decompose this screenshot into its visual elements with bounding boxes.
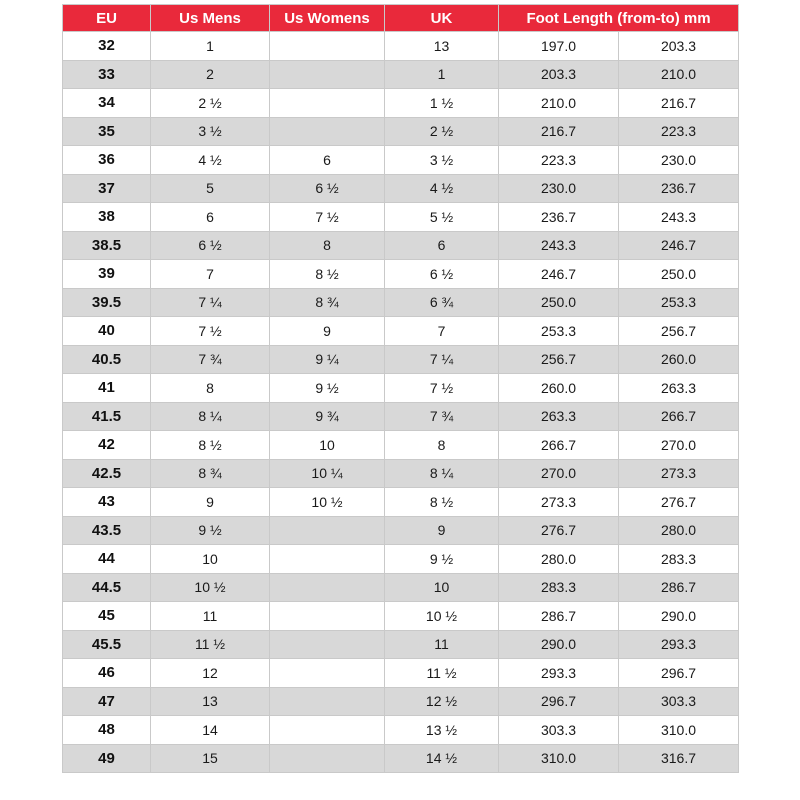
cell-us-womens: 7 ½ [270, 203, 385, 232]
cell-uk: 10 ½ [385, 602, 499, 631]
cell-eu: 39.5 [63, 288, 151, 317]
cell-eu: 46 [63, 659, 151, 688]
cell-foot-length-from: 270.0 [499, 459, 619, 488]
cell-us-womens [270, 516, 385, 545]
cell-foot-length-to: 236.7 [619, 174, 739, 203]
cell-us-mens: 9 ½ [151, 516, 270, 545]
cell-us-mens: 7 [151, 260, 270, 289]
cell-foot-length-from: 263.3 [499, 402, 619, 431]
cell-us-mens: 15 [151, 744, 270, 773]
cell-foot-length-from: 273.3 [499, 488, 619, 517]
cell-us-mens: 7 ¾ [151, 345, 270, 374]
cell-us-mens: 1 [151, 32, 270, 61]
cell-us-womens: 9 ½ [270, 374, 385, 403]
cell-foot-length-from: 230.0 [499, 174, 619, 203]
cell-uk: 5 ½ [385, 203, 499, 232]
cell-foot-length-from: 296.7 [499, 687, 619, 716]
cell-foot-length-from: 283.3 [499, 573, 619, 602]
cell-foot-length-to: 276.7 [619, 488, 739, 517]
cell-us-womens: 10 [270, 431, 385, 460]
table-row [63, 345, 739, 374]
cell-foot-length-to: 303.3 [619, 687, 739, 716]
cell-uk: 12 ½ [385, 687, 499, 716]
cell-uk: 8 [385, 431, 499, 460]
cell-us-womens: 8 ¾ [270, 288, 385, 317]
cell-us-mens: 12 [151, 659, 270, 688]
cell-foot-length-to: 263.3 [619, 374, 739, 403]
cell-us-mens: 2 [151, 60, 270, 89]
cell-eu: 48 [63, 716, 151, 745]
cell-foot-length-to: 273.3 [619, 459, 739, 488]
cell-foot-length-from: 303.3 [499, 716, 619, 745]
cell-uk: 3 ½ [385, 146, 499, 175]
cell-eu: 35 [63, 117, 151, 146]
cell-eu: 42.5 [63, 459, 151, 488]
header-us-mens: Us Mens [151, 5, 270, 32]
cell-eu: 49 [63, 744, 151, 773]
cell-uk: 9 [385, 516, 499, 545]
cell-us-mens: 13 [151, 687, 270, 716]
table-row [63, 32, 739, 61]
cell-eu: 45.5 [63, 630, 151, 659]
cell-foot-length-from: 210.0 [499, 89, 619, 118]
cell-uk: 7 ¾ [385, 402, 499, 431]
table-row [63, 516, 739, 545]
table-row [63, 744, 739, 773]
cell-us-womens [270, 687, 385, 716]
cell-foot-length-from: 293.3 [499, 659, 619, 688]
cell-foot-length-from: 243.3 [499, 231, 619, 260]
cell-foot-length-from: 290.0 [499, 630, 619, 659]
header-eu: EU [63, 5, 151, 32]
cell-us-womens [270, 602, 385, 631]
cell-uk: 4 ½ [385, 174, 499, 203]
cell-us-mens: 3 ½ [151, 117, 270, 146]
table-body [63, 32, 739, 773]
table-row [63, 602, 739, 631]
cell-uk: 8 ½ [385, 488, 499, 517]
cell-foot-length-from: 310.0 [499, 744, 619, 773]
cell-foot-length-from: 266.7 [499, 431, 619, 460]
cell-foot-length-from: 197.0 [499, 32, 619, 61]
cell-foot-length-to: 270.0 [619, 431, 739, 460]
cell-foot-length-to: 286.7 [619, 573, 739, 602]
cell-uk: 2 ½ [385, 117, 499, 146]
table-row [63, 573, 739, 602]
table-row [63, 431, 739, 460]
cell-us-mens: 6 [151, 203, 270, 232]
cell-foot-length-to: 243.3 [619, 203, 739, 232]
table-row [63, 174, 739, 203]
cell-foot-length-to: 253.3 [619, 288, 739, 317]
cell-us-mens: 11 [151, 602, 270, 631]
cell-foot-length-from: 286.7 [499, 602, 619, 631]
cell-eu: 45 [63, 602, 151, 631]
cell-eu: 40 [63, 317, 151, 346]
table-row [63, 659, 739, 688]
table-row [63, 89, 739, 118]
cell-foot-length-to: 246.7 [619, 231, 739, 260]
cell-uk: 7 ½ [385, 374, 499, 403]
cell-eu: 38.5 [63, 231, 151, 260]
table-row [63, 317, 739, 346]
cell-foot-length-from: 236.7 [499, 203, 619, 232]
cell-us-womens [270, 573, 385, 602]
cell-foot-length-to: 293.3 [619, 630, 739, 659]
cell-foot-length-to: 280.0 [619, 516, 739, 545]
cell-eu: 38 [63, 203, 151, 232]
table-row [63, 716, 739, 745]
cell-eu: 47 [63, 687, 151, 716]
cell-eu: 32 [63, 32, 151, 61]
cell-foot-length-from: 256.7 [499, 345, 619, 374]
cell-us-womens [270, 545, 385, 574]
table-row [63, 630, 739, 659]
cell-us-mens: 11 ½ [151, 630, 270, 659]
cell-us-womens [270, 89, 385, 118]
cell-foot-length-from: 203.3 [499, 60, 619, 89]
cell-uk: 7 ¼ [385, 345, 499, 374]
cell-foot-length-to: 230.0 [619, 146, 739, 175]
cell-us-womens [270, 659, 385, 688]
cell-foot-length-to: 260.0 [619, 345, 739, 374]
cell-foot-length-to: 210.0 [619, 60, 739, 89]
cell-eu: 44.5 [63, 573, 151, 602]
cell-us-womens [270, 32, 385, 61]
cell-uk: 11 [385, 630, 499, 659]
cell-foot-length-to: 250.0 [619, 260, 739, 289]
cell-foot-length-to: 296.7 [619, 659, 739, 688]
cell-foot-length-to: 266.7 [619, 402, 739, 431]
cell-eu: 37 [63, 174, 151, 203]
cell-us-mens: 8 ¼ [151, 402, 270, 431]
cell-us-womens [270, 744, 385, 773]
cell-foot-length-to: 223.3 [619, 117, 739, 146]
cell-us-mens: 10 ½ [151, 573, 270, 602]
cell-us-womens: 9 ¾ [270, 402, 385, 431]
header-us-womens: Us Womens [270, 5, 385, 32]
cell-foot-length-from: 276.7 [499, 516, 619, 545]
cell-uk: 10 [385, 573, 499, 602]
table-row [63, 374, 739, 403]
cell-us-womens [270, 60, 385, 89]
cell-us-womens [270, 630, 385, 659]
cell-eu: 39 [63, 260, 151, 289]
cell-foot-length-from: 280.0 [499, 545, 619, 574]
cell-us-mens: 7 ½ [151, 317, 270, 346]
cell-uk: 14 ½ [385, 744, 499, 773]
table-row [63, 402, 739, 431]
cell-eu: 43.5 [63, 516, 151, 545]
table-row [63, 545, 739, 574]
table-row [63, 260, 739, 289]
cell-uk: 1 ½ [385, 89, 499, 118]
cell-eu: 43 [63, 488, 151, 517]
cell-eu: 36 [63, 146, 151, 175]
cell-foot-length-to: 290.0 [619, 602, 739, 631]
cell-us-womens [270, 117, 385, 146]
table-row [63, 117, 739, 146]
cell-us-mens: 10 [151, 545, 270, 574]
cell-foot-length-from: 216.7 [499, 117, 619, 146]
table-row [63, 288, 739, 317]
cell-us-mens: 5 [151, 174, 270, 203]
cell-us-womens: 9 ¼ [270, 345, 385, 374]
cell-foot-length-from: 223.3 [499, 146, 619, 175]
cell-us-mens: 14 [151, 716, 270, 745]
cell-foot-length-from: 246.7 [499, 260, 619, 289]
cell-uk: 13 ½ [385, 716, 499, 745]
cell-eu: 44 [63, 545, 151, 574]
cell-us-womens: 8 [270, 231, 385, 260]
table-header [63, 5, 739, 32]
cell-uk: 6 ¾ [385, 288, 499, 317]
cell-us-womens: 10 ½ [270, 488, 385, 517]
header-uk: UK [385, 5, 499, 32]
cell-uk: 6 ½ [385, 260, 499, 289]
cell-us-womens: 6 ½ [270, 174, 385, 203]
cell-us-mens: 2 ½ [151, 89, 270, 118]
cell-foot-length-to: 283.3 [619, 545, 739, 574]
cell-foot-length-from: 260.0 [499, 374, 619, 403]
cell-us-mens: 6 ½ [151, 231, 270, 260]
cell-foot-length-to: 316.7 [619, 744, 739, 773]
cell-uk: 13 [385, 32, 499, 61]
cell-eu: 40.5 [63, 345, 151, 374]
cell-us-mens: 7 ¼ [151, 288, 270, 317]
cell-foot-length-to: 203.3 [619, 32, 739, 61]
cell-us-mens: 8 [151, 374, 270, 403]
cell-uk: 11 ½ [385, 659, 499, 688]
cell-us-womens: 8 ½ [270, 260, 385, 289]
cell-us-mens: 4 ½ [151, 146, 270, 175]
table-row [63, 60, 739, 89]
table-row [63, 459, 739, 488]
cell-foot-length-to: 256.7 [619, 317, 739, 346]
cell-foot-length-to: 310.0 [619, 716, 739, 745]
cell-foot-length-from: 250.0 [499, 288, 619, 317]
table-row [63, 203, 739, 232]
cell-us-mens: 8 ½ [151, 431, 270, 460]
table-row [63, 146, 739, 175]
cell-us-womens [270, 716, 385, 745]
header-row [63, 5, 739, 32]
cell-us-womens: 10 ¼ [270, 459, 385, 488]
cell-eu: 33 [63, 60, 151, 89]
cell-us-womens: 9 [270, 317, 385, 346]
table-row [63, 687, 739, 716]
cell-eu: 41.5 [63, 402, 151, 431]
cell-uk: 6 [385, 231, 499, 260]
table-row [63, 231, 739, 260]
cell-eu: 41 [63, 374, 151, 403]
cell-eu: 34 [63, 89, 151, 118]
cell-eu: 42 [63, 431, 151, 460]
cell-us-womens: 6 [270, 146, 385, 175]
size-conversion-table [62, 4, 739, 773]
header-foot-length: Foot Length (from-to) mm [499, 5, 739, 32]
cell-uk: 9 ½ [385, 545, 499, 574]
cell-foot-length-from: 253.3 [499, 317, 619, 346]
cell-foot-length-to: 216.7 [619, 89, 739, 118]
size-conversion-table-container [62, 4, 739, 773]
cell-uk: 7 [385, 317, 499, 346]
cell-uk: 8 ¼ [385, 459, 499, 488]
cell-us-mens: 8 ¾ [151, 459, 270, 488]
table-row [63, 488, 739, 517]
cell-uk: 1 [385, 60, 499, 89]
cell-us-mens: 9 [151, 488, 270, 517]
